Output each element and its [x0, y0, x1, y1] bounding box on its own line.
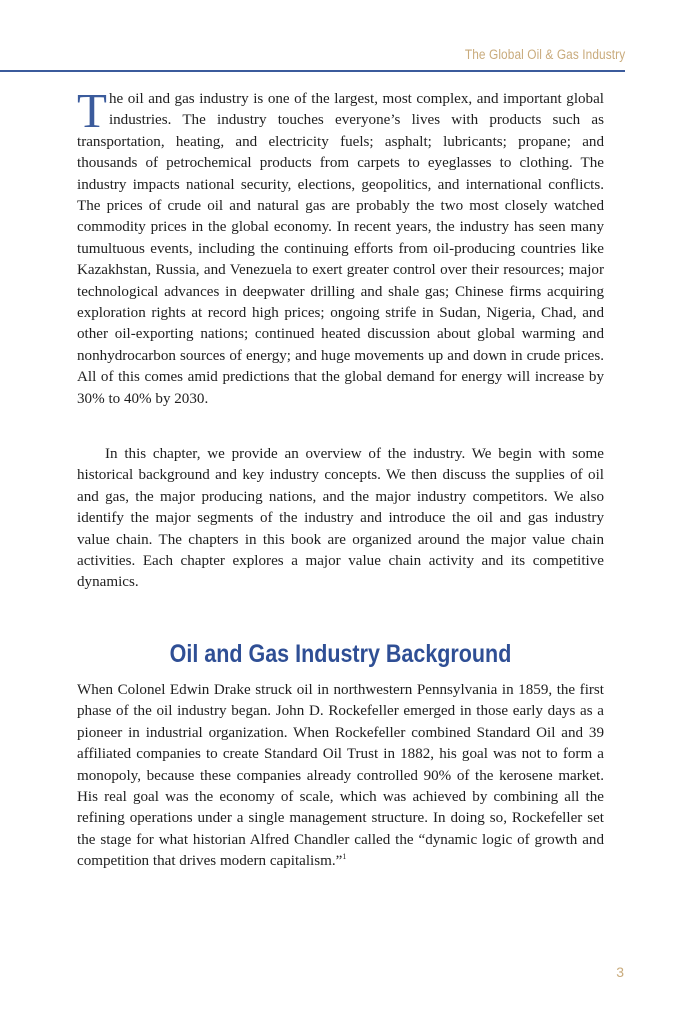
footnote-reference[interactable]: 1 [342, 852, 347, 862]
section-heading: Oil and Gas Industry Background [169, 640, 512, 668]
overview-paragraph [77, 444, 604, 594]
drop-cap: T [77, 83, 107, 138]
running-header: The Global Oil & Gas Industry [464, 47, 625, 62]
background-paragraph [77, 680, 604, 873]
header-rule [0, 70, 625, 72]
page-number: 3 [616, 964, 624, 980]
intro-paragraph [77, 83, 604, 410]
background-text: When Colonel Edwin Drake struck oil in northwestern Pennsylvania in 1859, the first phase of the oil industry began. John D. Rockefeller emerged in those early days as a pioneer in industrial organization. When Rockefeller combined Standard Oil and 39 affiliated companies to create Standard Oil Trust in 1882, his goal was not to form a monopoly, because these companies already controlled 90% of the kerosene market. His real goal was the economy of scale, which was achieved by combining all the refining operations under a single management structure. In doing so, Rockefeller set the stage for what historian Alfred Chandler called the “dynamic logic of growth and competition that drives modern capitalism.” [77, 682, 604, 870]
intro-text: he oil and gas industry is one of the largest, most complex, and important global industries. The industry touches everyone’s lives with products such as transportation, heating, and electricity fuels; asphalt; lubricants; propane; and thousands of petrochemical products from carpets to eyeglasses to clothing. The industry impacts national security, elections, geopolitics, and international conflicts. The prices of crude oil and natural gas are probably the two most closely watched commodity prices in the global economy. In recent years, the industry has seen many tumultuous events, including the continuing efforts from oil-producing countries like Kazakhstan, Russia, and Venezuela to exert greater control over their resources; major technological advances in deepwater drilling and shale gas; Chinese firms acquiring exploration rights at record high prices; ongoing strife in Sudan, Nigeria, Chad, and other oil-exporting nations; continued heated discussion about global warming and nonhydrocarbon sources of energy; and huge movements up and down in crude prices. All of this comes amid predictions that the global demand for energy will increase by 30% to 40% by 2030. [77, 91, 604, 407]
overview-text: In this chapter, we provide an overview of the industry. We begin with some historical background and key industry concepts. We then discuss the supplies of oil and gas, the major producing nations, and the major industry competitors. We also identify the major segments of the industry and introduce the oil and gas industry value chain. The chapters in this book are organized around the major value chain activities. Each chapter explores a major value chain activity and its competitive dynamics. [77, 446, 604, 591]
